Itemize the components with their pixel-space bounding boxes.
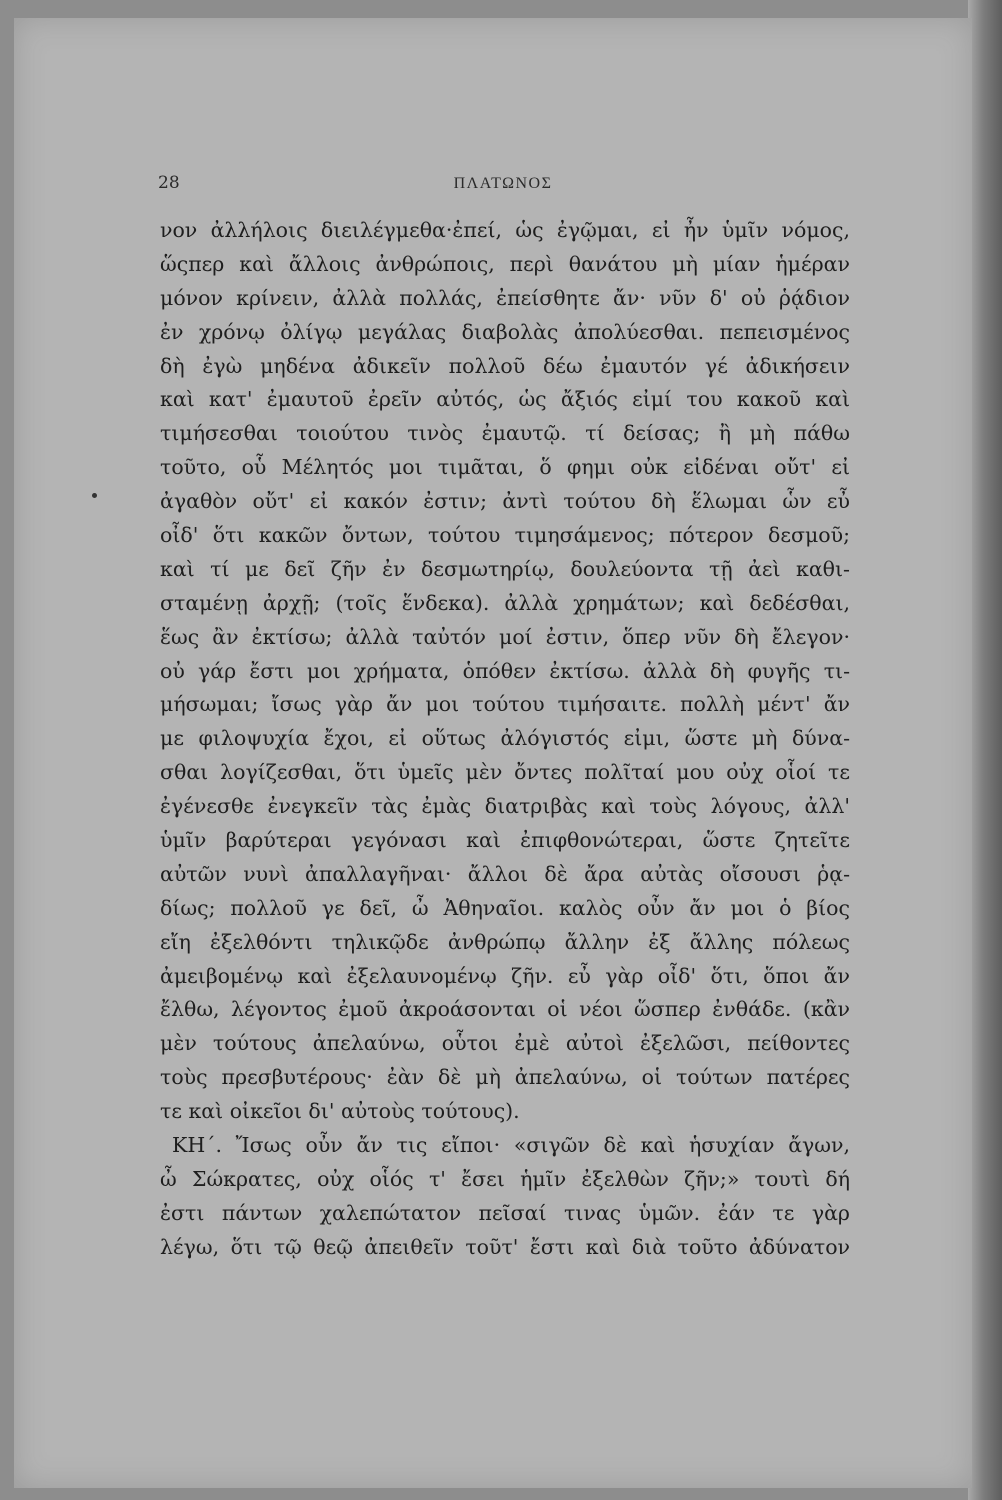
- text-line: ἀγαθὸν οὔτ' εἰ κακόν ἐστιν; ἀντὶ τούτου δὴ ἕλωμαι ὧν εὖ: [160, 489, 850, 514]
- text-line: οὐ γάρ ἔστι μοι χρήματα, ὁπόθεν ἐκτίσω. ἀλλὰ δὴ φυγῆς τι-: [160, 658, 850, 683]
- text-line: λέγω, ὅτι τῷ θεῷ ἀπειθεῖν τοῦτ' ἔστι καὶ διὰ τοῦτο ἀδύνατον: [160, 1234, 850, 1259]
- body-text: [160, 214, 850, 1265]
- text-line: σθαι λογίζεσθαι, ὅτι ὑμεῖς μὲν ὄντες πολῖταί μου οὐχ οἷοί τε: [160, 760, 850, 785]
- page-header: [158, 165, 848, 195]
- text-line: ἐν χρόνῳ ὀλίγῳ μεγάλας διαβολὰς ἀπολύεσθαι. πεπεισμένος: [160, 319, 850, 344]
- text-line: τοῦτο, οὗ Μέλητός μοι τιμᾶται, ὅ φημι οὐκ εἰδέναι οὔτ' εἰ: [160, 455, 850, 480]
- text-line: ὥςπερ καὶ ἄλλοις ἀνθρώποις, περὶ θανάτου μὴ μίαν ἡμέραν: [160, 251, 850, 276]
- text-line: τε καὶ οἰκεῖοι δι' αὐτοὺς τούτους).: [160, 1099, 520, 1124]
- text-line: ἐγένεσθε ἐνεγκεῖν τὰς ἐμὰς διατριβὰς καὶ τοὺς λόγους, ἀλλ': [160, 794, 850, 819]
- text-line: οἶδ' ὅτι κακῶν ὄντων, τούτου τιμησάμενος; πότερον δεσμοῦ;: [160, 523, 850, 548]
- page-number: 28: [158, 173, 180, 193]
- text-line: δὴ ἐγὼ μηδένα ἀδικεῖν πολλοῦ δέω ἐμαυτόν γέ ἀδικήσειν: [160, 353, 850, 378]
- text-line: εἴη ἐξελθόντι τηλικῷδε ἀνθρώπῳ ἄλλην ἐξ ἄλλης πόλεως: [160, 929, 850, 954]
- text-line: ἐστι πάντων χαλεπώτατον πεῖσαί τινας ὑμῶν. ἐάν τε γὰρ: [160, 1200, 850, 1225]
- text-line: καὶ κατ' ἐμαυτοῦ ἐρεῖν αὐτός, ὡς ἄξιός εἰμί του κακοῦ καὶ: [160, 387, 850, 412]
- text-line: ὦ Σώκρατες, οὐχ οἷός τ' ἔσει ἡμῖν ἐξελθὼν ζῆν;» τουτὶ δή: [160, 1166, 850, 1191]
- text-line: μὲν τούτους ἀπελαύνω, οὗτοι ἐμὲ αὐτοὶ ἐξελῶσι, πείθοντες: [160, 1031, 850, 1056]
- text-line: τιμήσεσθαι τοιούτου τινὸς ἐμαυτῷ. τί δείσας; ἢ μὴ πάθω: [160, 421, 850, 446]
- text-line: ΚΗ΄. Ἴσως οὖν ἄν τις εἴποι· «σιγῶν δὲ καὶ ἡσυχίαν ἄγων,: [172, 1133, 850, 1158]
- text-line: με φιλοψυχία ἔχοι, εἰ οὕτως ἀλόγιστός εἰμι, ὥστε μὴ δύνα-: [160, 726, 850, 751]
- text-line: τοὺς πρεσβυτέρους· ἐὰν δὲ μὴ ἀπελαύνω, οἱ τούτων πατέρες: [160, 1065, 850, 1090]
- text-line: νον ἀλλήλοις διειλέγμεθα·ἐπεί, ὡς ἐγῷμαι, εἰ ἦν ὑμῖν νόμος,: [160, 218, 850, 242]
- text-line: δίως; πολλοῦ γε δεῖ, ὦ Ἀθηναῖοι. καλὸς οὖν ἄν μοι ὁ βίος: [160, 895, 850, 920]
- text-line: αὐτῶν νυνὶ ἀπαλλαγῆναι· ἄλλοι δὲ ἄρα αὐτὰς οἴσουσι ῥᾳ-: [160, 861, 850, 886]
- page-speck: [92, 493, 97, 498]
- text-line: μόνον κρίνειν, ἀλλὰ πολλάς, ἐπείσθητε ἄν· νῦν δ' οὐ ῥᾴδιον: [160, 285, 850, 310]
- text-line: ἀμειβομένῳ καὶ ἐξελαυνομένῳ ζῆν. εὖ γὰρ οἶδ' ὅτι, ὅποι ἄν: [160, 963, 850, 988]
- text-line: ὑμῖν βαρύτεραι γεγόνασι καὶ ἐπιφθονώτεραι, ὥστε ζητεῖτε: [160, 828, 850, 853]
- running-title: ΠΛΑΤΩΝΟΣ: [453, 175, 553, 192]
- text-line: ἔλθω, λέγοντος ἐμοῦ ἀκροάσονται οἱ νέοι ὥσπερ ἐνθάδε. (κἂν: [160, 997, 850, 1022]
- text-line: μήσωμαι; ἴσως γὰρ ἄν μοι τούτου τιμήσαιτε. πολλὴ μέντ' ἄν: [160, 692, 850, 717]
- book-spine: [968, 0, 1002, 1500]
- text-line: ἕως ἂν ἐκτίσω; ἀλλὰ ταὐτόν μοί ἐστιν, ὅπερ νῦν δὴ ἔλεγον·: [160, 624, 850, 649]
- text-line: σταμένῃ ἀρχῇ; (τοῖς ἕνδεκα). ἀλλὰ χρημάτων; καὶ δεδέσθαι,: [160, 590, 850, 615]
- text-line: καὶ τί με δεῖ ζῆν ἐν δεσμωτηρίῳ, δουλεύοντα τῇ ἀεὶ καθι-: [160, 556, 850, 581]
